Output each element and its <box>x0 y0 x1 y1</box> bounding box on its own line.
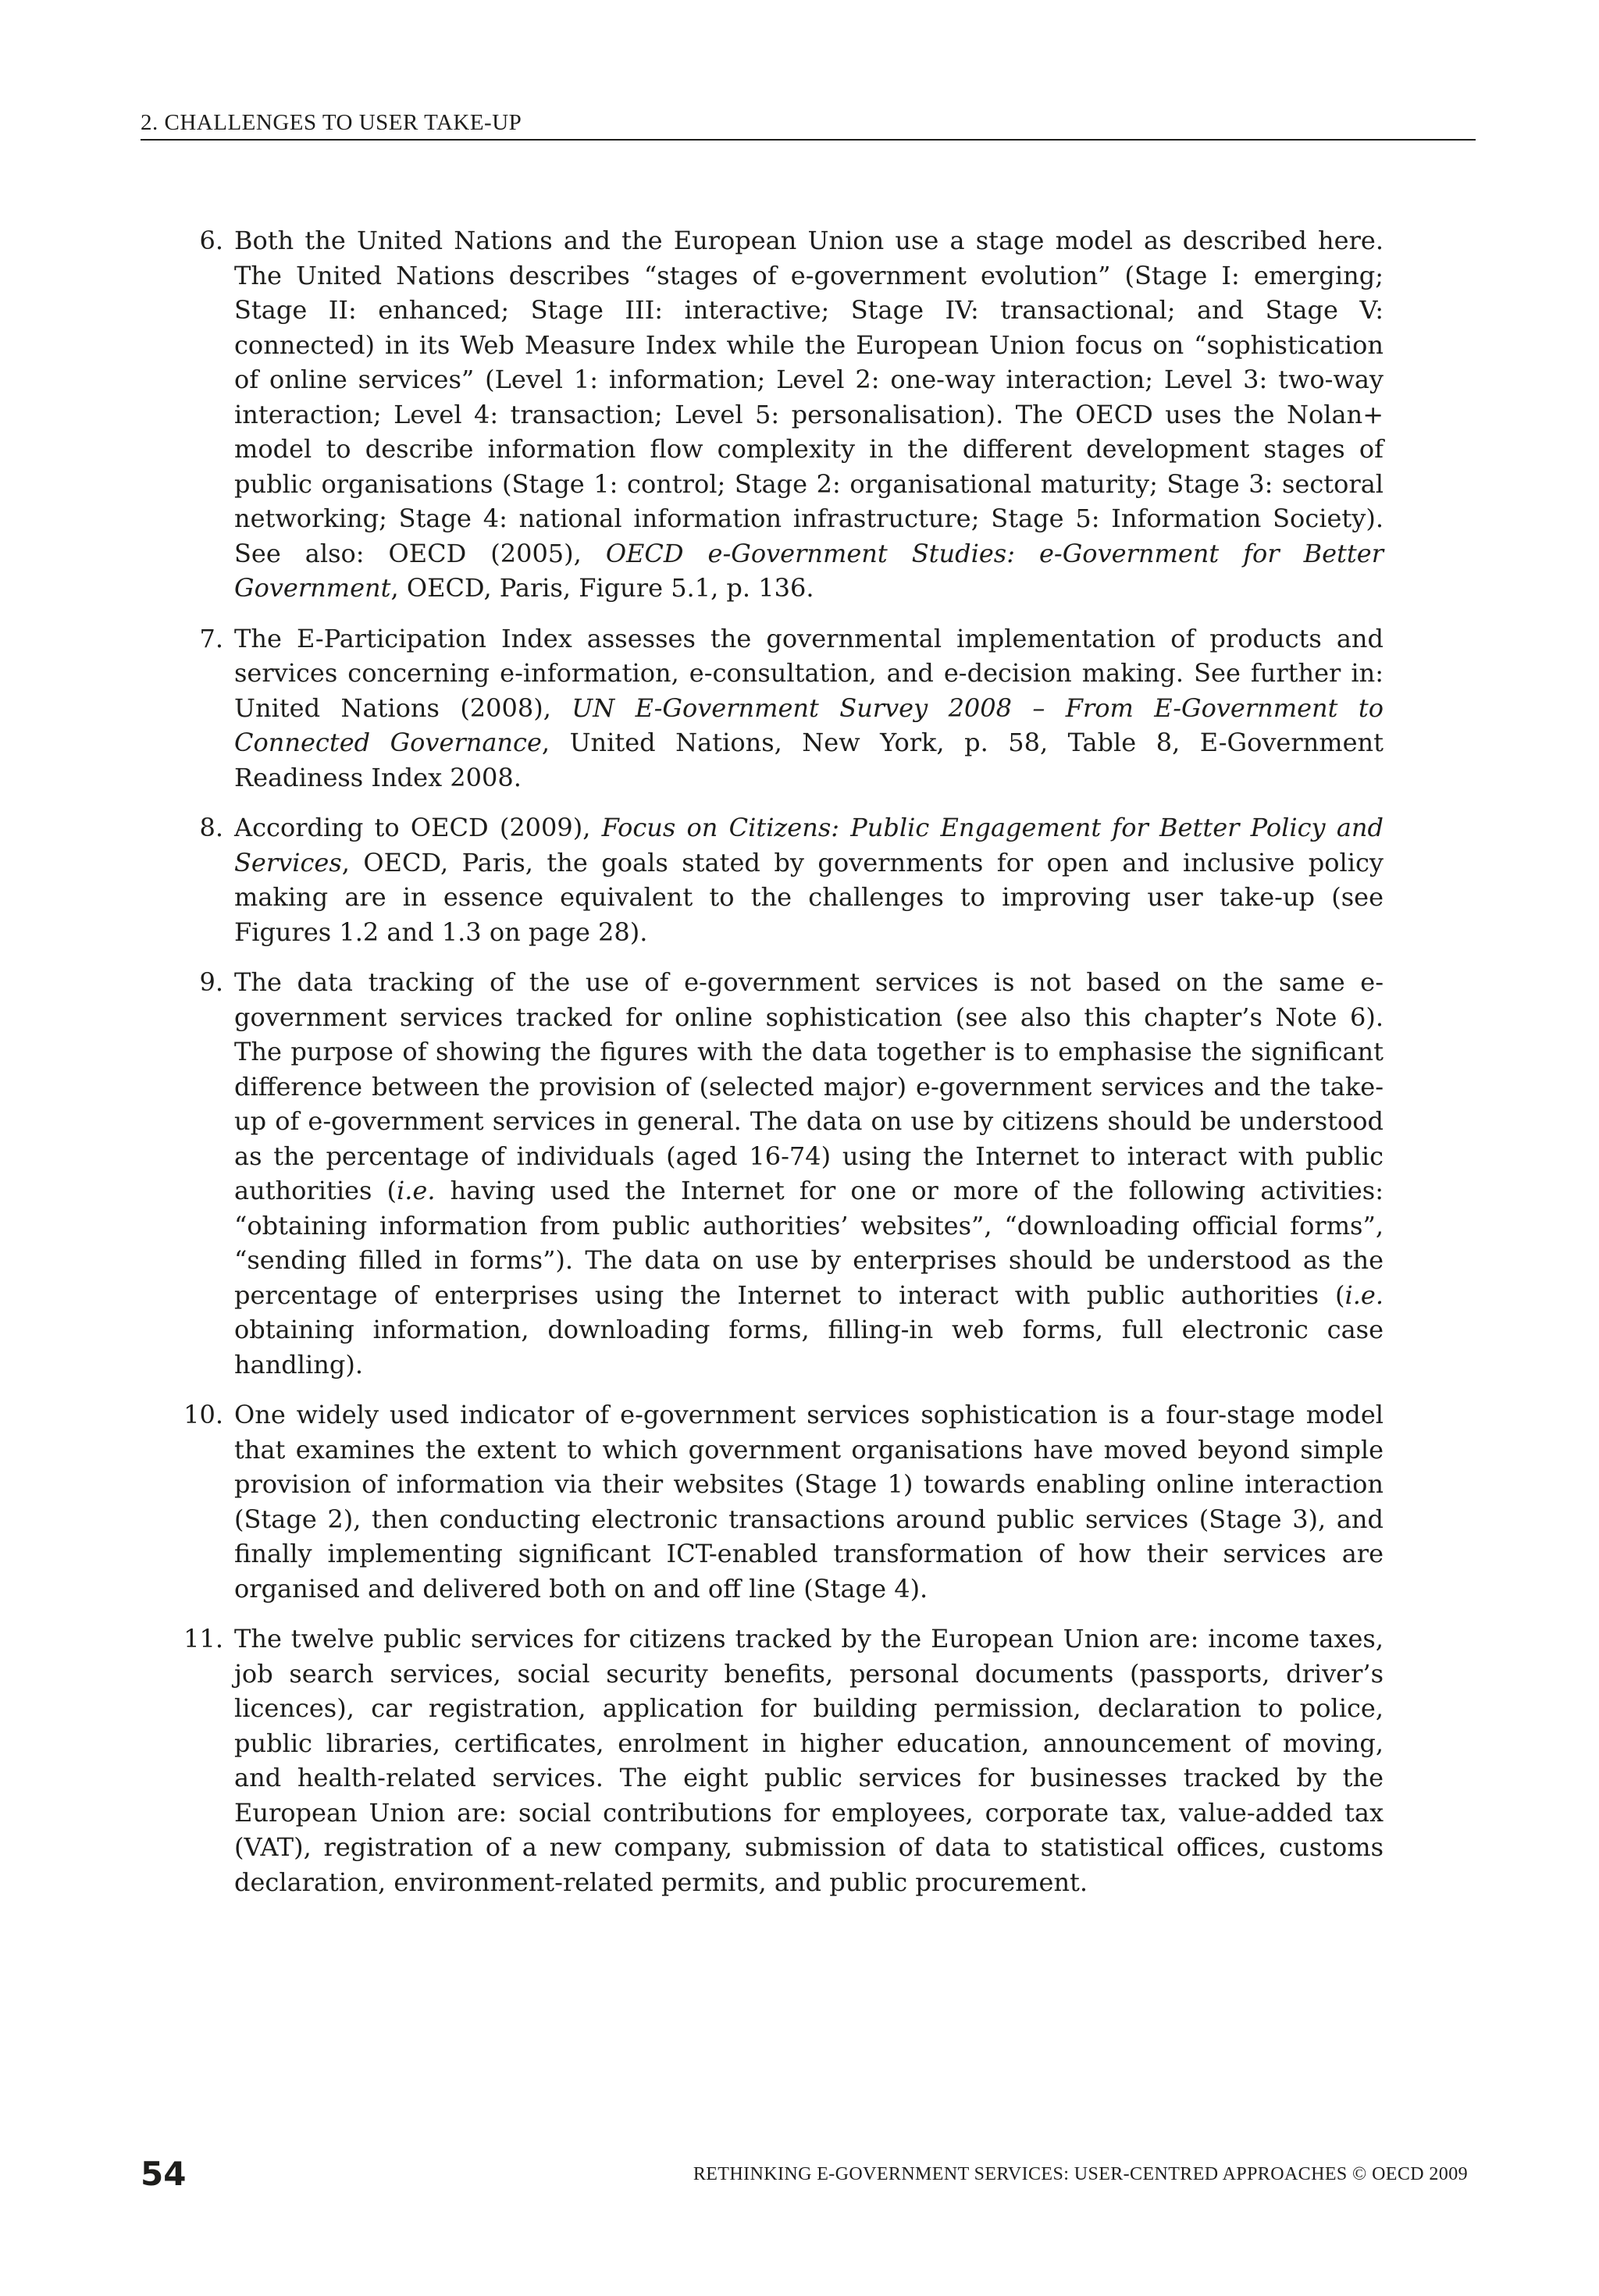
endnote-item <box>199 965 1384 1382</box>
endnote-text <box>234 965 1384 1382</box>
endnote-number: 11. <box>183 1624 223 1653</box>
endnote-item <box>199 223 1384 606</box>
endnote-text <box>234 621 1384 796</box>
endnote-number: 9. <box>199 967 223 997</box>
page-number: 54 <box>141 2155 187 2193</box>
endnote-text <box>234 223 1384 606</box>
endnotes-list <box>183 223 1384 1915</box>
endnote-citation-title: Focus on Citizens: Public Engagement for Better Policy and Services <box>234 813 1384 877</box>
endnote-citation-title: OECD e-Government Studies: e-Government for Better Government <box>234 538 1384 603</box>
running-head: 2. CHALLENGES TO USER TAKE-UP <box>141 109 1476 141</box>
endnote-item <box>199 810 1384 949</box>
endnote-citation-title: i.e. <box>1344 1280 1384 1310</box>
endnote-item <box>199 621 1384 796</box>
endnote-text-segment: , United Nations, New York, p. 58, Table 8, E-Government Readiness Index 2008. <box>234 728 1384 792</box>
endnote-text-segment: , OECD, Paris, the goals stated by governments for open and inclusive policy making are in essence equivalent to the challenges to improving user take-up (see Figures 1.2 and 1.3 on page 28). <box>234 847 1384 947</box>
endnote-citation-title: i.e. <box>397 1176 436 1205</box>
endnote-text-segment: , OECD, Paris, Figure 5.1, p. 136. <box>390 573 814 603</box>
endnote-number: 6. <box>199 226 223 255</box>
endnote-text-segment: According to OECD (2009), <box>234 813 602 842</box>
endnote-item <box>183 1621 1384 1899</box>
endnote-item <box>183 1397 1384 1606</box>
endnote-number: 7. <box>199 623 223 653</box>
endnote-text <box>234 810 1384 949</box>
endnote-text-segment: Both the United Nations and the European Union use a stage model as described here. The United Nations describes “stages of e-government evolution” (Stage I: emerging; Stage II: enhanced; Stage III: interactive; Stage IV: transactional; and Stage V: connected) in its Web Measure Index while the European Union focus on “sophistication of online services” (Level 1: information; Level 2: one-way interaction; Level 3: two-way interaction; Level 4: transaction; Level 5: personalisation). The OECD uses the Nolan+ model to describe information flow complexity in the different development stages of public organisations (Stage 1: control; Stage 2: organisational maturity; Stage 3: sectoral networking; Stage 4: national information infrastructure; Stage 5: Information Society). See also: OECD (2005), <box>234 226 1384 568</box>
endnote-number: 10. <box>183 1400 223 1429</box>
endnote-text-segment: obtaining information, downloading forms, filling-in web forms, full electronic case handling). <box>234 1315 1384 1379</box>
endnote-citation-title: UN E-Government Survey 2008 – From E-Government to Connected Governance <box>234 692 1384 757</box>
footer-copyright: RETHINKING E-GOVERNMENT SERVICES: USER-CENTRED APPROACHES © OECD 2009 <box>693 2164 1468 2184</box>
endnote-text <box>234 1397 1384 1606</box>
endnote-text-segment: The twelve public services for citizens tracked by the European Union are: income taxes, job search services, social security benefits, personal documents (passports, driver’s licences), car registration, application for building permission, declaration to police, public libraries, certificates, enrolment in higher education, announcement of moving, and health-related services. The eight public services for businesses tracked by the European Union are: social contributions for employees, corporate tax, value-added tax (VAT), registration of a new company, submission of data to statistical offices, customs declaration, environment-related permits, and public procurement. <box>234 1624 1384 1897</box>
endnote-number: 8. <box>199 813 223 842</box>
endnote-text-segment: having used the Internet for one or more of the following activities: “obtaining information from public authorities’ websites”, “downloading official forms”, “sending filled in forms”). The data on use by enterprises should be understood as the percentage of enterprises using the Internet to interact with public authorities ( <box>234 1176 1384 1310</box>
endnote-text <box>234 1621 1384 1899</box>
endnote-text-segment: One widely used indicator of e-government services sophistication is a four-stage model that examines the extent to which government organisations have moved beyond simple provision of information via their websites (Stage 1) towards enabling online interaction (Stage 2), then conducting electronic transactions around public services (Stage 3), and finally implementing significant ICT-enabled transformation of how their services are organised and delivered both on and off line (Stage 4). <box>234 1400 1384 1604</box>
endnote-text-segment: The data tracking of the use of e-government services is not based on the same e-government services tracked for online sophistication (see also this chapter’s Note 6). The purpose of showing the figures with the data together is to emphasise the significant difference between the provision of (selected major) e-government services and the take-up of e-government services in general. The data on use by citizens should be understood as the percentage of individuals (aged 16-74) using the Internet to interact with public authorities ( <box>234 967 1384 1205</box>
endnote-text-segment: The E-Participation Index assesses the governmental implementation of products and services concerning e-information, e-consultation, and e-decision making. See further in: United Nations (2008), <box>234 623 1384 723</box>
